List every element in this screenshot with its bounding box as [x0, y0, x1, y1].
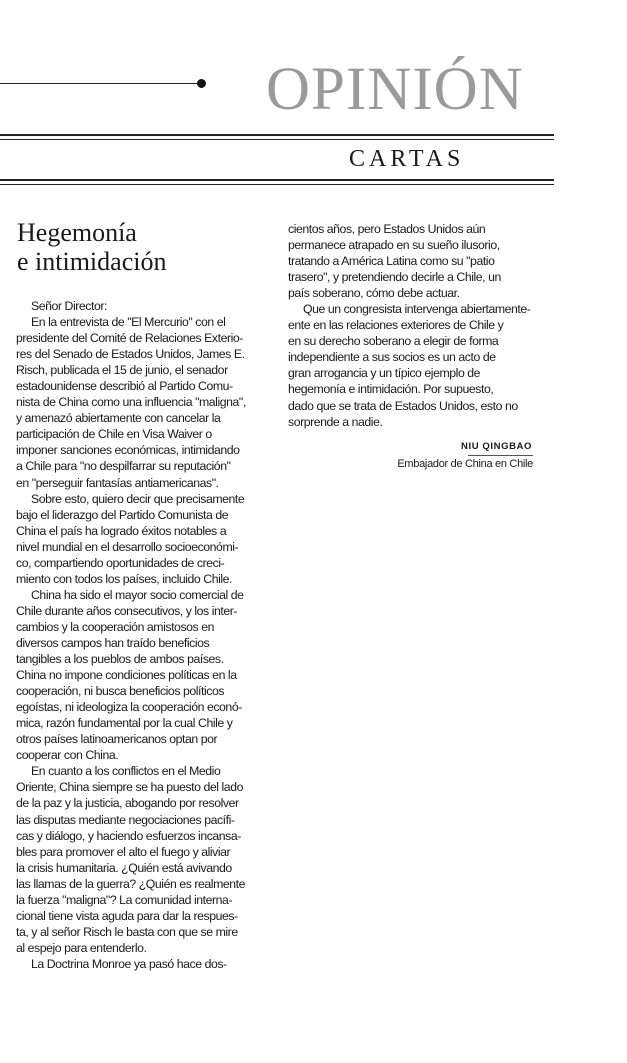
text-line: país soberano, cómo debe actuar. — [288, 286, 460, 301]
headline-line: Hegemonía — [17, 218, 137, 247]
author-divider — [468, 455, 533, 456]
text-line: La Doctrina Monroe ya pasó hace dos- — [31, 956, 227, 971]
text-line: diversos campos han traído beneficios — [16, 635, 210, 650]
text-line: China ha sido el mayor socio comercial de — [31, 587, 244, 602]
headline-line: e intimidación — [17, 247, 167, 276]
article-column-left — [16, 298, 256, 972]
header-rule-top — [0, 134, 554, 136]
article-headline — [17, 218, 257, 276]
author-role: Embajador de China en Chile — [397, 458, 533, 470]
text-line: En cuanto a los conflictos en el Medio — [31, 764, 221, 779]
text-line: en su derecho soberano a elegir de forma — [288, 334, 499, 349]
text-line: hegemonía e intimidación. Por supuesto, — [288, 382, 494, 397]
text-line: imponer sanciones económicas, intimidando — [16, 443, 240, 458]
text-line: de la paz y la justicia, abogando por resolver — [16, 796, 239, 811]
text-line: Oriente, China siempre se ha puesto del lado — [16, 780, 243, 795]
text-line: Chile durante años consecutivos, y los inter- — [16, 603, 238, 618]
article-column-right — [288, 221, 534, 430]
text-line: cooperar con China. — [16, 748, 119, 763]
text-line: tratando a América Latina como su "patio — [288, 254, 495, 269]
text-line: al espejo para entenderlo. — [16, 940, 147, 955]
text-line: sorprende a nadie. — [288, 414, 383, 429]
section-title: OPINIÓN — [266, 56, 524, 123]
text-line: la crisis humanitaria. ¿Quién está avivando — [16, 860, 232, 875]
text-line: ta, y al señor Risch le basta con que se mire — [16, 924, 238, 939]
text-line: China no impone condiciones políticas en la — [16, 668, 237, 683]
text-line: nista de China como una influencia "maligna", — [16, 395, 246, 410]
text-line: nivel mundial en el desarrollo socioeconómi- — [16, 539, 239, 554]
text-line: Señor Director: — [31, 299, 107, 313]
header-rule-bottom — [0, 179, 554, 181]
text-line: permanece atrapado en su sueño ilusorio, — [288, 238, 500, 253]
text-line: y amenazó abiertamente con cancelar la — [16, 411, 221, 426]
text-line: a Chile para "no despilfarrar su reputación" — [16, 459, 231, 474]
text-line: ente en las relaciones exteriores de Chile y — [288, 318, 504, 333]
author-name: NIU QINGBAO — [461, 441, 532, 452]
text-line: En la entrevista de "El Mercurio" con el — [31, 315, 226, 330]
subsection-title: CARTAS — [349, 146, 465, 172]
header-rule-top-thin — [0, 139, 554, 140]
text-line: bajo el liderazgo del Partido Comunista de — [16, 507, 229, 522]
text-line: cional tiene vista aguda para dar la respues- — [16, 908, 238, 923]
text-line: la fuerza "maligna"? La comunidad interna- — [16, 892, 233, 907]
text-line: Que un congresista intervenga abiertamente- — [303, 302, 531, 317]
text-line: presidente del Comité de Relaciones Exterio- — [16, 331, 243, 346]
section-lead-dot — [197, 79, 206, 88]
text-line: miento con todos los países, incluido Chile. — [16, 571, 233, 586]
text-line: egoístas, ni ideologiza la cooperación econó- — [16, 700, 242, 715]
text-line: en "perseguir fantasías antiamericanas". — [16, 475, 219, 490]
text-line: las llamas de la guerra? ¿Quién es realmente — [16, 876, 245, 891]
text-line: cas y diálogo, y haciendo esfuerzos incansa- — [16, 828, 241, 843]
text-line: estadounidense describió al Partido Comu- — [16, 379, 233, 394]
text-line: dado que se trata de Estados Unidos, esto no — [288, 398, 518, 413]
text-line: otros países latinoamericanos optan por — [16, 732, 218, 747]
text-line: tangibles a los pueblos de ambos países. — [16, 652, 224, 667]
text-line: independiente a sus socios es un acto de — [288, 350, 496, 365]
header-rule-bottom-thin — [0, 184, 554, 185]
text-line: gran arrogancia y un típico ejemplo de — [288, 366, 481, 381]
text-line: cooperación, ni busca beneficios políticos — [16, 684, 225, 699]
text-line: las disputas mediante negociaciones pacífi- — [16, 812, 235, 827]
text-line: cambios y la cooperación amistosos en — [16, 619, 214, 634]
text-line: co, compartiendo oportunidades de creci- — [16, 555, 225, 570]
text-line: trasero", y pretendiendo decirle a Chile, un — [288, 270, 501, 285]
text-line: cientos años, pero Estados Unidos aún — [288, 222, 486, 236]
text-line: bles para promover el alto el fuego y aliviar — [16, 844, 231, 859]
section-lead-line — [0, 83, 203, 84]
text-line: Sobre esto, quiero decir que precisamente — [31, 491, 245, 506]
text-line: mica, razón fundamental por la cual Chile y — [16, 716, 233, 731]
text-line: res del Senado de Estados Unidos, James E. — [16, 347, 245, 362]
text-line: China el país ha logrado éxitos notables a — [16, 523, 227, 538]
text-line: Risch, publicada el 15 de junio, el senador — [16, 363, 228, 378]
text-line: participación de Chile en Visa Waiver o — [16, 427, 212, 442]
